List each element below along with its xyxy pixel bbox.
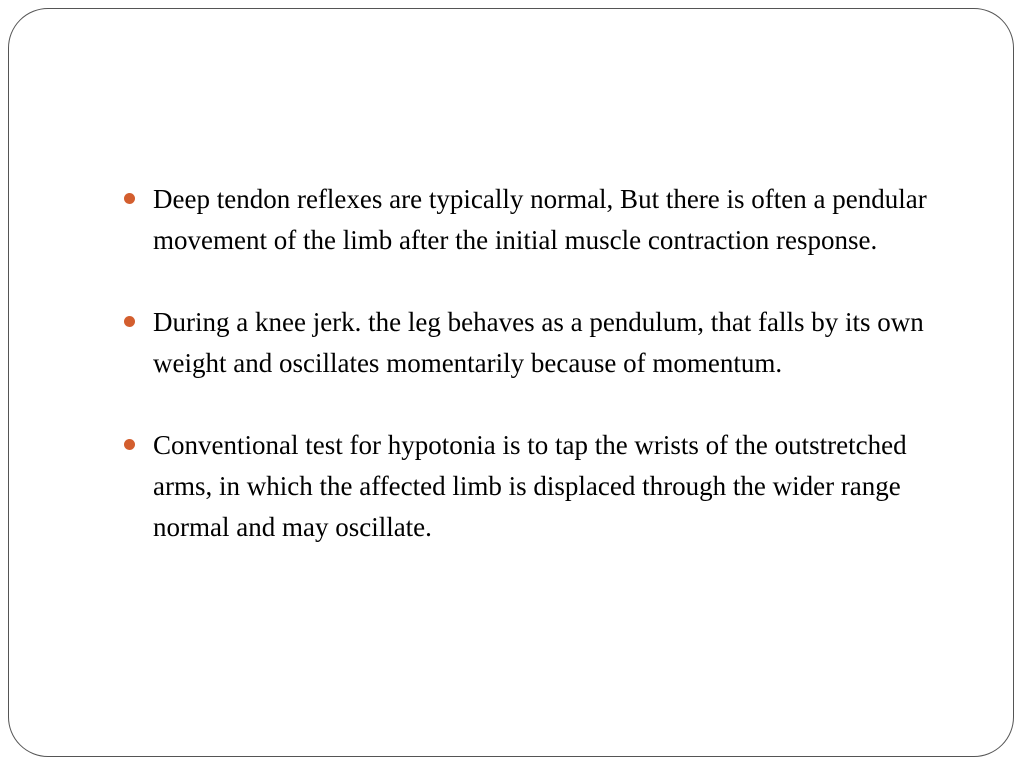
- slide-frame: [8, 8, 1014, 757]
- bullet-item: [124, 302, 954, 384]
- bullet-text: Conventional test for hypotonia is to tap the wrists of the outstretched arms, in which the affected limb is displaced through the wider range normal and may oscillate.: [153, 430, 907, 542]
- bullet-item: [124, 179, 954, 261]
- bullet-text: Deep tendon reflexes are typically normal, But there is often a pendular movement of the limb after the initial muscle contraction response.: [153, 184, 927, 255]
- bullet-item: [124, 425, 954, 548]
- bullet-dot-icon: [124, 439, 135, 450]
- bullet-dot-icon: [124, 316, 135, 327]
- bullet-dot-icon: [124, 193, 135, 204]
- bullet-list: [124, 179, 954, 548]
- bullet-text: During a knee jerk. the leg behaves as a pendulum, that falls by its own weight and oscillates momentarily because of momentum.: [153, 307, 924, 378]
